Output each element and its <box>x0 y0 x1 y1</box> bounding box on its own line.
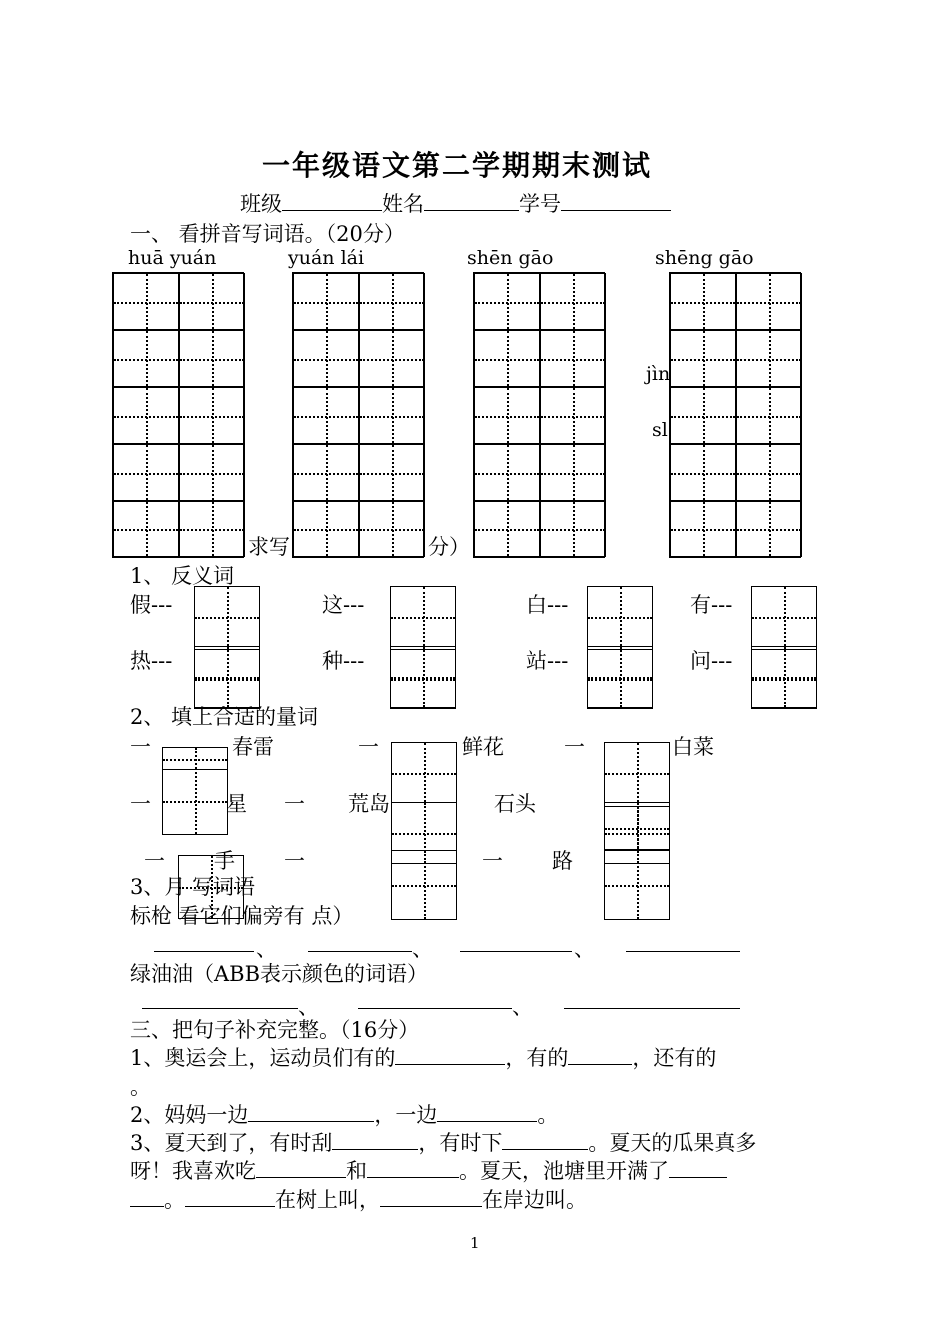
measure-r2-w2: 荒岛 <box>348 792 390 816</box>
sentence-3-line3: 。 在树上叫， 在岸边叫。 <box>130 1184 587 1214</box>
s2-blank-1[interactable] <box>248 1101 374 1122</box>
sep-2: 、 <box>412 937 433 961</box>
word-blank-1[interactable] <box>154 951 254 952</box>
abb-blank-3[interactable] <box>564 1008 740 1009</box>
antonym-7: 站--- <box>526 649 569 673</box>
measure-r1-yi3: 一 <box>564 735 585 759</box>
pinyin-fragment-jin: jìn <box>646 363 671 385</box>
sentence-3-line2: 呀！我喜欢吃 和 。夏天，池塘里开满了 <box>130 1155 727 1185</box>
writing-grid-2[interactable] <box>292 272 424 558</box>
class-field[interactable] <box>282 190 382 211</box>
sentence-3-line1: 3、夏天到了，有时刮 ，有时下 。夏天的瓜果真多 <box>130 1131 757 1155</box>
pinyin-3: shēn gāo <box>467 247 554 269</box>
writing-grid-3[interactable] <box>473 272 605 558</box>
word-blank-2[interactable] <box>308 951 412 952</box>
name-label: 姓名 <box>382 192 424 216</box>
section1-heading: 一、 看拼音写词语。（20分） <box>130 222 405 246</box>
pinyin-2: yuán lái <box>288 247 365 269</box>
measure-subheading: 2、 填上合适的量词 <box>130 705 319 729</box>
sentence-2: 2、妈妈一边 ，一边 。 <box>130 1103 559 1127</box>
pinyin-4: shēng gāo <box>655 247 754 269</box>
sep-5: 、 <box>512 995 533 1019</box>
measure-r1-w3: 白菜 <box>672 735 714 759</box>
antonym-box-6[interactable] <box>390 649 456 709</box>
antonym-5: 热--- <box>130 649 173 673</box>
sep-1: 、 <box>256 937 277 961</box>
s3-blank-5[interactable] <box>669 1157 727 1178</box>
id-label: 学号 <box>519 192 561 216</box>
writing-grid-4[interactable] <box>669 272 801 558</box>
student-info-line <box>240 188 671 218</box>
s3-blank-7[interactable] <box>380 1186 482 1207</box>
measure-r3-yi3: 一 <box>482 849 503 873</box>
name-field[interactable] <box>424 190 519 211</box>
word-blank-4[interactable] <box>626 951 740 952</box>
measure-r3-yi1: 一 <box>144 849 165 873</box>
s3-blank-2[interactable] <box>502 1129 588 1150</box>
class-label: 班级 <box>240 192 282 216</box>
s1-blank-1[interactable] <box>395 1044 505 1065</box>
measure-r1-w2: 鲜花 <box>462 735 504 759</box>
sentence-1-end: 。 <box>130 1075 151 1099</box>
antonym-8: 问--- <box>690 649 733 673</box>
sep-4: 、 <box>298 995 319 1019</box>
abb-blank-1[interactable] <box>142 1008 298 1009</box>
measure-box-5[interactable] <box>391 850 457 920</box>
measure-r1-yi2: 一 <box>358 735 379 759</box>
antonym-3: 白--- <box>526 593 569 617</box>
measure-r3-yi2: 一 <box>284 849 305 873</box>
measure-box-2[interactable] <box>391 742 457 864</box>
word-instruction: 标枪 看它们偏旁有 点） <box>130 904 354 928</box>
page-title: 一年级语文第二学期期末测试 <box>262 149 653 182</box>
measure-r2-yi1: 一 <box>130 792 151 816</box>
measure-box-1[interactable] <box>162 747 228 835</box>
measure-box-6[interactable] <box>604 850 670 920</box>
page-number: 1 <box>470 1234 480 1252</box>
id-field[interactable] <box>561 190 671 211</box>
antonym-subheading: 1、 反义词 <box>130 564 235 588</box>
pinyin-1: huā yuán <box>128 247 217 269</box>
s1-blank-2[interactable] <box>568 1044 632 1065</box>
measure-box-4[interactable] <box>604 806 670 850</box>
section2-heading-fragment: 求写 <box>248 535 290 559</box>
antonym-1: 假--- <box>130 593 173 617</box>
measure-r3-w1: 手 <box>214 849 235 873</box>
s3-blank-3[interactable] <box>256 1157 346 1178</box>
word-blank-3[interactable] <box>460 951 572 952</box>
sep-3: 、 <box>574 937 595 961</box>
s3-blank-1[interactable] <box>332 1129 418 1150</box>
s3-blank-4[interactable] <box>367 1157 459 1178</box>
measure-r2-yi2: 一 <box>284 792 305 816</box>
antonym-box-7[interactable] <box>587 649 653 709</box>
measure-r2-w3: 石头 <box>494 792 536 816</box>
sentence-1: 1、奥运会上，运动员们有的 ，有的 ，还有的 <box>130 1046 717 1070</box>
measure-r2-w1: 星 <box>226 792 247 816</box>
s3-blank-5b[interactable] <box>130 1186 164 1207</box>
pinyin-fragment-s: sl <box>652 419 668 441</box>
section3-heading: 三、把句子补充完整。（16分） <box>130 1018 420 1042</box>
antonym-6: 种--- <box>322 649 365 673</box>
s2-blank-2[interactable] <box>437 1101 537 1122</box>
abb-blank-2[interactable] <box>358 1008 512 1009</box>
antonym-4: 有--- <box>690 593 733 617</box>
section2-heading-points: 分） <box>428 535 470 559</box>
measure-r1-w1: 春雷 <box>232 735 274 759</box>
antonym-2: 这--- <box>322 593 365 617</box>
measure-r3-w2: 路 <box>552 849 573 873</box>
s3-blank-6[interactable] <box>185 1186 275 1207</box>
antonym-box-8[interactable] <box>751 649 817 709</box>
abb-instruction: 绿油油（ABB表示颜色的词语） <box>130 962 429 986</box>
antonym-box-5[interactable] <box>194 649 260 709</box>
measure-r1-yi1: 一 <box>130 735 151 759</box>
writing-grid-1[interactable] <box>112 272 244 558</box>
word-subheading: 3、月 写词语 <box>130 875 256 899</box>
